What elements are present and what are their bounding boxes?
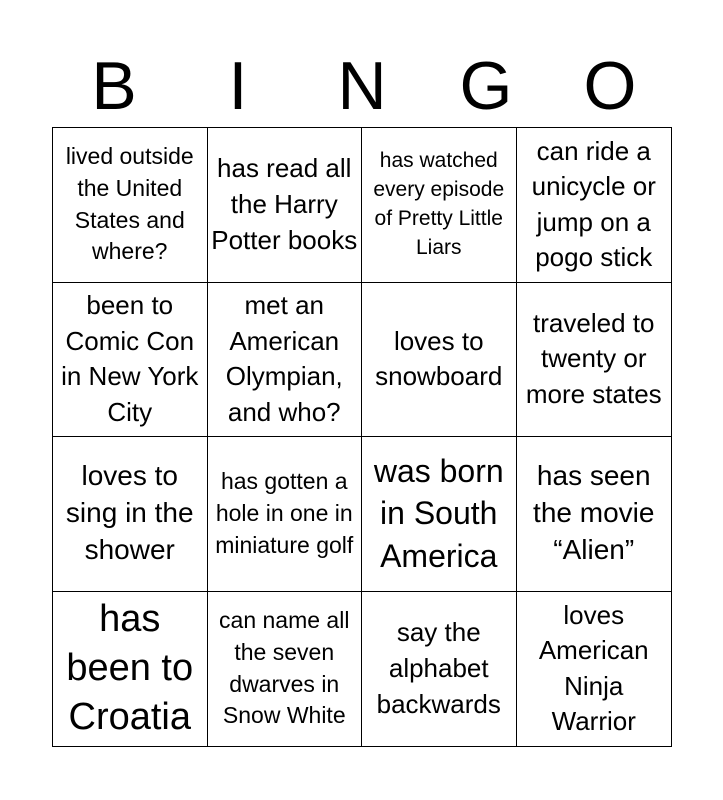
bingo-cell[interactable] [208, 128, 363, 283]
bingo-cell[interactable] [53, 592, 208, 747]
bingo-cell[interactable] [517, 128, 672, 283]
cell-text: has been to Croatia [66, 597, 194, 739]
cell-text: traveled to twenty or more states [525, 307, 662, 410]
header-letter-o: O [583, 48, 637, 124]
bingo-cell[interactable] [517, 283, 672, 438]
cell-text: met an American Olympian, and who? [225, 290, 343, 427]
cell-text: lived outside the United States and where? [65, 143, 194, 265]
bingo-cell[interactable] [208, 283, 363, 438]
cell-text: been to Comic Con in New York City [61, 290, 199, 427]
bingo-cell[interactable] [208, 592, 363, 747]
bingo-cell[interactable] [208, 437, 363, 592]
header-letter-g: G [459, 48, 513, 124]
bingo-cell[interactable] [362, 437, 517, 592]
cell-text: has seen the movie “Alien” [533, 460, 655, 566]
header-letter-b: B [91, 48, 137, 124]
header-letter-i: I [228, 48, 248, 124]
bingo-header [52, 40, 672, 132]
cell-text: can ride a unicycle or jump on a pogo stick [531, 135, 656, 273]
cell-text: say the alphabet backwards [376, 617, 501, 719]
cell-text: loves to sing in the shower [65, 460, 194, 566]
bingo-cell[interactable] [53, 283, 208, 438]
cell-text: loves American Ninja Warrior [538, 599, 649, 737]
cell-text: was born in South America [373, 452, 504, 575]
cell-text: loves to snowboard [375, 325, 503, 392]
cell-text: has read all the Harry Potter books [211, 153, 358, 255]
bingo-cell[interactable] [362, 128, 517, 283]
bingo-cell[interactable] [517, 437, 672, 592]
bingo-cell[interactable] [362, 283, 517, 438]
header-letter-n: N [337, 48, 387, 124]
bingo-cell[interactable] [362, 592, 517, 747]
bingo-cell[interactable] [53, 437, 208, 592]
cell-text: can name all the seven dwarves in Snow White [219, 607, 350, 729]
bingo-board [52, 127, 672, 747]
cell-text: has watched every episode of Pretty Little Liars [373, 148, 505, 259]
bingo-cell[interactable] [517, 592, 672, 747]
cell-text: has gotten a hole in one in miniature golf [215, 468, 354, 558]
bingo-cell[interactable] [53, 128, 208, 283]
